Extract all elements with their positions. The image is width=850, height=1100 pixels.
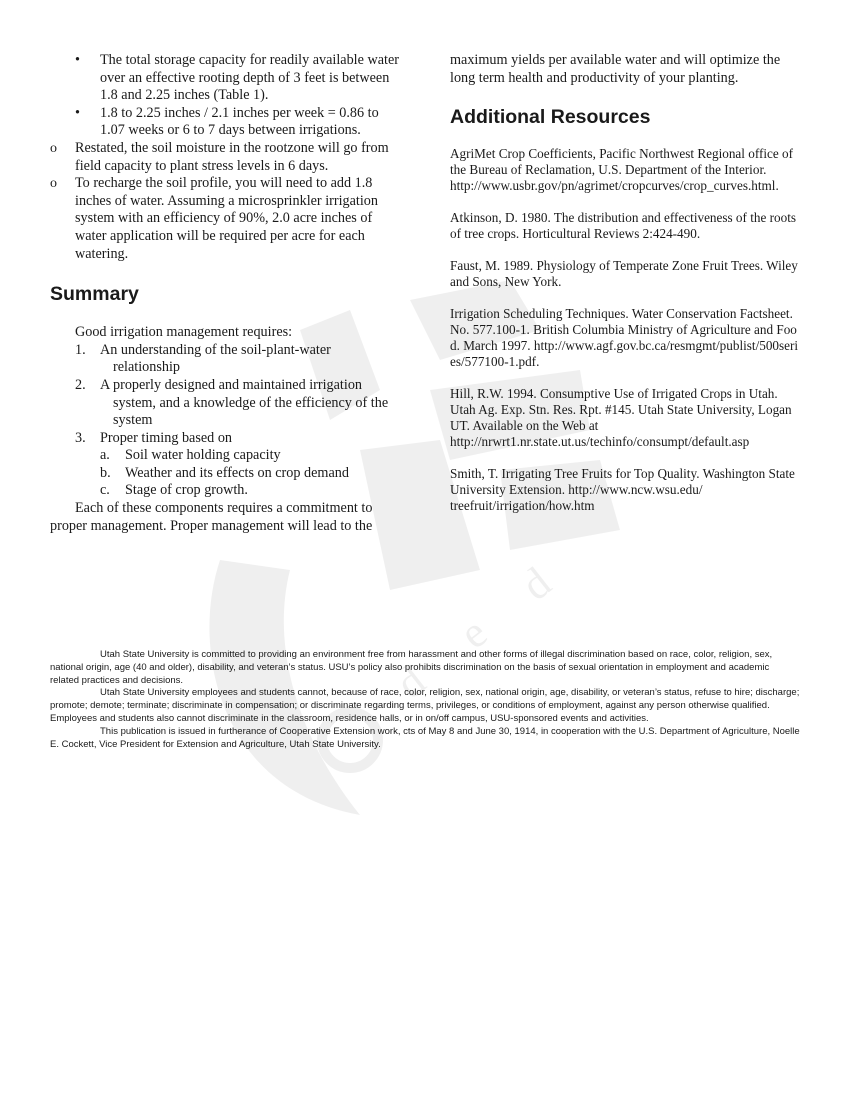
lettered-item (50, 447, 400, 465)
reference-entry: AgriMet Crop Coefficients, Pacific Northwest Regional office of the Bureau of Reclamation, U.S. Department of the Interior. http://www.usbr.gov/pn/agrimet/cropcurves/crop_curves.html. (450, 146, 794, 194)
item-text: A properly designed and maintained irrigation (100, 376, 363, 393)
list-item (50, 52, 400, 105)
bullet-text: 1.8 to 2.25 inches / 2.1 inches per week = 0.86 to 1.07 weeks or 6 to 7 days between irrigations. (100, 104, 379, 139)
additional-resources-heading: Additional Resources (450, 106, 651, 129)
item-text: Soil water holding capacity (125, 447, 281, 464)
item-number: 2. (75, 376, 86, 393)
item-text-continued: relationship (113, 359, 180, 376)
item-number: 1. (75, 341, 86, 358)
bullet-text: The total storage capacity for readily available water over an effective rooting depth of 3 feet is between 1.8 and 2.25 inches (Table 1). (100, 52, 399, 104)
footer-paragraph: Utah State University is committed to providing an environment free from harassment and other forms of illegal discrimination based on race, color, religion, sex, national origin, age (40 and older), disability, and veteran’s status. USU’s policy also prohibits discrimination on the basis of sexual orientation in employment and academic related practices and decisions. (50, 649, 773, 686)
reference-entry: Atkinson, D. 1980. The distribution and effectiveness of the roots of tree crops. Horticultural Reviews 2:424-490. (450, 210, 796, 242)
reference-entry: Irrigation Scheduling Techniques. Water Conservation Factsheet. No. 577.100-1. British Columbia Ministry of Agriculture and Food. March 1997. http://www.agf.gov.bc.ca/resmgmt/publist/500series/577100-1.pdf. (450, 306, 799, 370)
footer-paragraph: Utah State University employees and students cannot, because of race, color, religion, sex, national origin, age, disability, or veteran’s status, refuse to hire; discharge; promote; demote; terminate; discriminate in compensation; or discriminate regarding terms, privileges, or conditions of employment, against any person otherwise qualified. Employees and students also cannot discriminate in the classroom, residence halls, or in on/off campus, USU-sponsored events and activities. (50, 687, 800, 724)
summary-heading: Summary (50, 283, 139, 306)
item-text: An understanding of the soil-plant-water (100, 341, 331, 358)
numbered-item (50, 377, 400, 430)
watermark-text: d e d (386, 542, 579, 709)
summary-intro: Good irrigation management requires: (75, 324, 293, 341)
reference-entry: Hill, R.W. 1994. Consumptive Use of Irrigated Crops in Utah. Utah Ag. Exp. Stn. Res. Rpt. #145. Utah State University, Logan UT. Available on the Web at http://nrwrt1.nr.state.ut.us/techinfo/consumpt/default.asp (450, 386, 792, 450)
bullet-icon: • (75, 104, 80, 121)
sub-point-text: Restated, the soil moisture in the rootzone will go from field capacity to plant stress levels in 6 days. (75, 139, 389, 174)
lettered-item (50, 465, 400, 483)
right-column (450, 52, 802, 530)
list-item (50, 175, 400, 263)
item-number: 3. (75, 429, 86, 446)
item-letter: b. (100, 464, 111, 481)
bullet-icon: • (75, 52, 80, 68)
sub-point-text: To recharge the soil profile, you will need to add 1.8 inches of water. Assuming a microsprinkler irrigation system with an efficiency of 90%, 2.0 acre inches of water application will be required per acre for each watering. (75, 175, 378, 262)
list-item (50, 105, 400, 140)
item-text: Stage of crop growth. (125, 482, 248, 499)
item-text-continued: system, and a knowledge of the efficiency of the system (113, 394, 389, 429)
item-letter: a. (100, 447, 110, 464)
numbered-item (50, 430, 400, 448)
lettered-item (50, 482, 400, 500)
left-column (50, 52, 400, 535)
numbered-item (50, 342, 400, 377)
list-item (50, 140, 400, 175)
circle-bullet-icon: o (50, 176, 57, 192)
reference-entry: Smith, T. Irrigating Tree Fruits for Top Quality. Washington State University Extension. http://www.ncw.wsu.edu/ treefruit/irrigation/how.htm (450, 466, 795, 514)
footer-paragraph: This publication is issued in furtherance of Cooperative Extension work, cts of May 8 and June 30, 1914, in cooperation with the U.S. Department of Agriculture, Noelle E. Cockett, Vice President for Extension and Agriculture, Utah State University. (50, 725, 800, 750)
summary-closing-paragraph: Each of these components requires a commitment to proper management. Proper management will lead to the (50, 500, 373, 534)
nondiscrimination-footer (50, 649, 800, 751)
circle-bullet-icon: o (50, 140, 57, 156)
item-letter: c. (100, 482, 110, 499)
continued-paragraph: maximum yields per available water and will optimize the long term health and productivity of your planting. (450, 52, 781, 86)
item-text: Weather and its effects on crop demand (125, 464, 349, 481)
item-text: Proper timing based on (100, 429, 233, 446)
reference-entry: Faust, M. 1989. Physiology of Temperate Zone Fruit Trees. Wiley and Sons, New York. (450, 258, 798, 290)
